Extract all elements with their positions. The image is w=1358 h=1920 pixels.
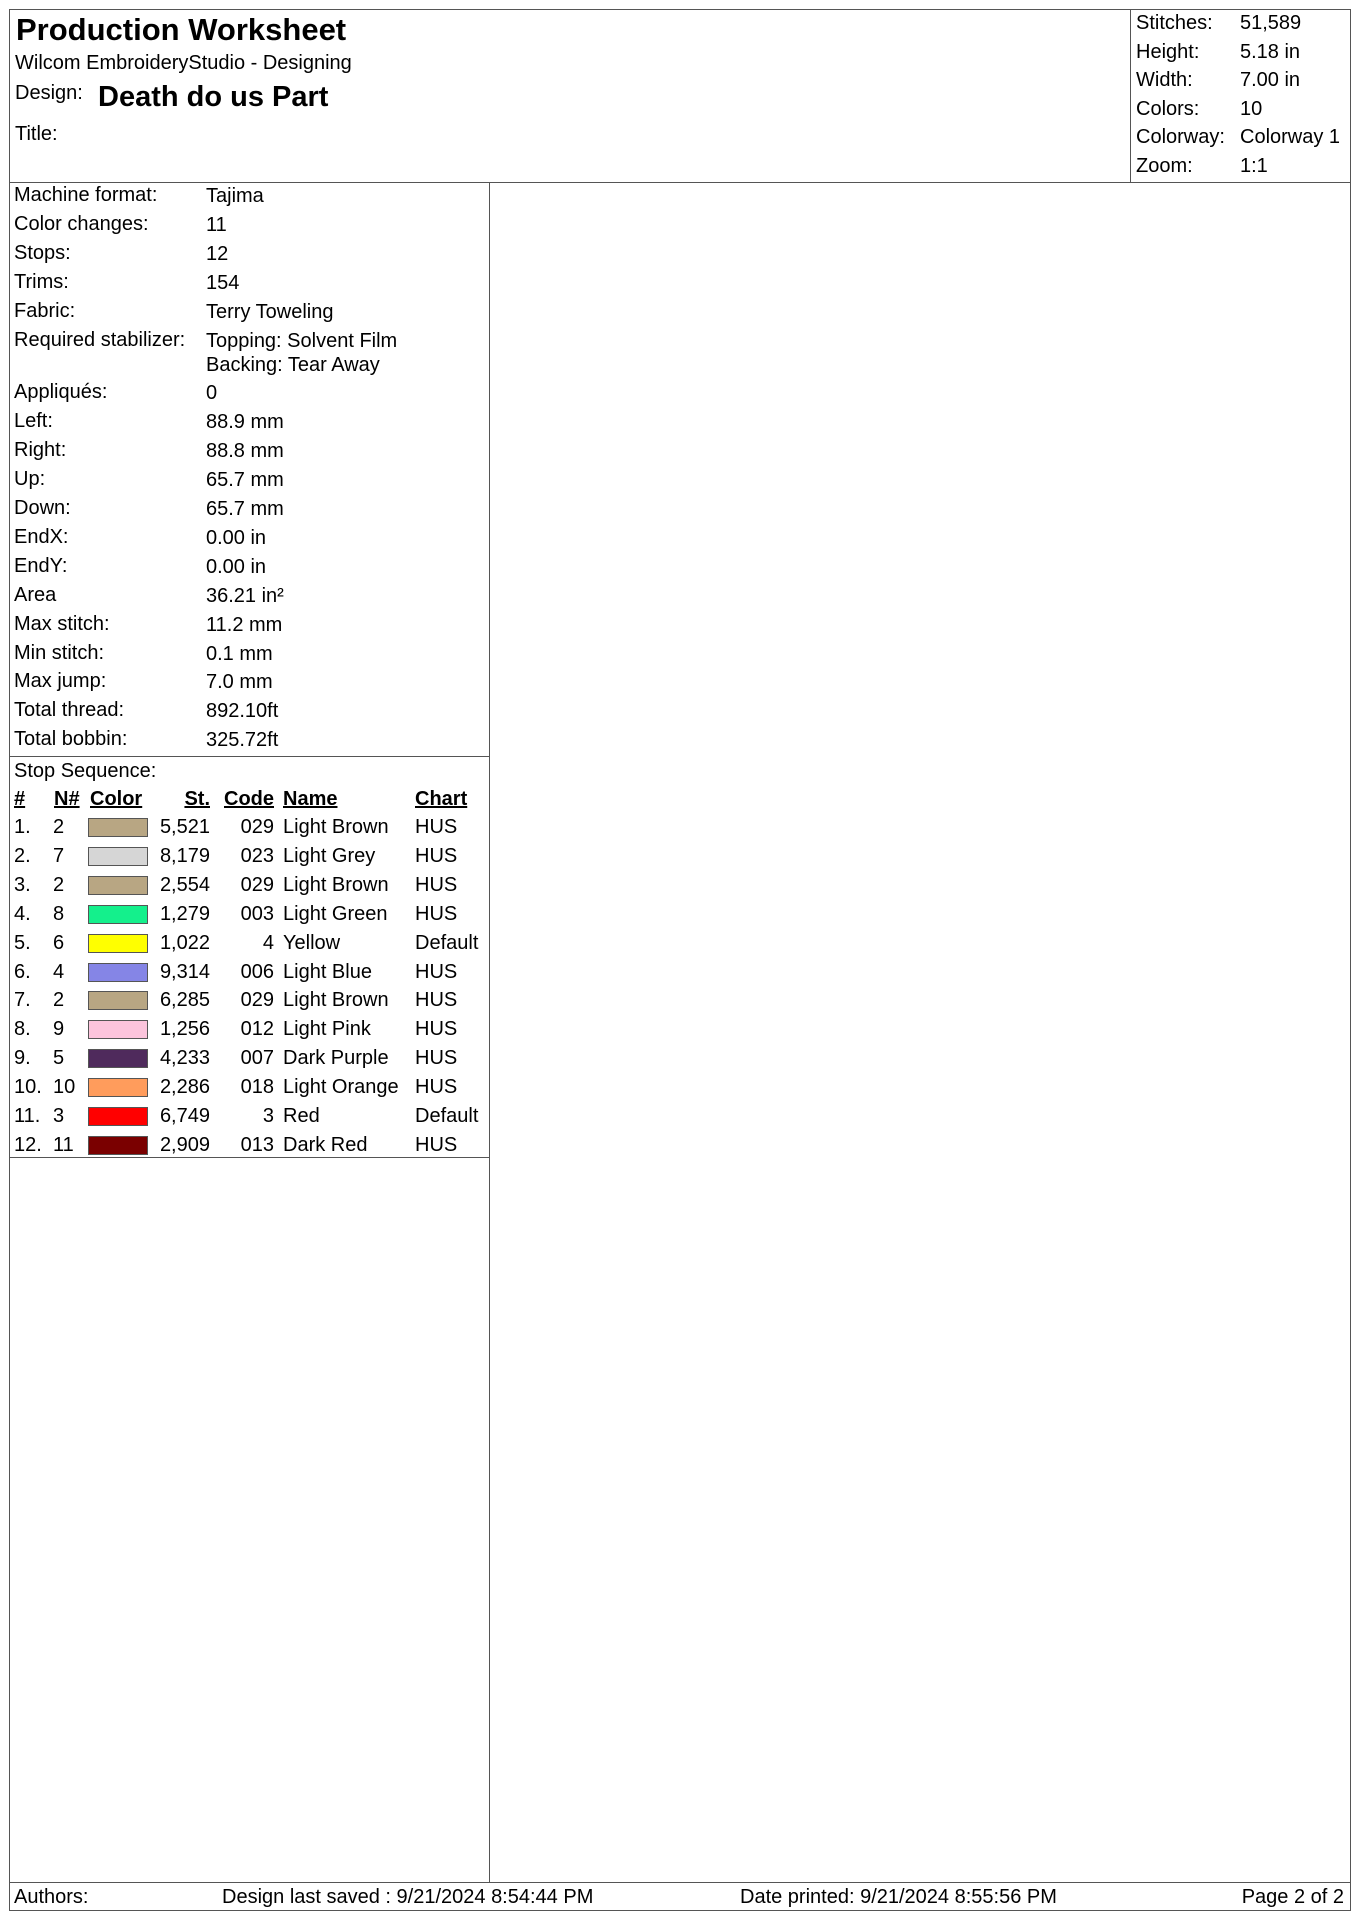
color-swatch [88,847,148,866]
last-saved: Design last saved : 9/21/2024 8:54:44 PM [222,1886,594,1908]
stitch-count: 1,256 [159,1018,210,1041]
thread-chart: HUS [415,1133,458,1156]
authors-label: Authors: [14,1886,89,1908]
property-value: Terry Toweling [206,300,334,323]
page-title: Production Worksheet [16,12,347,47]
header-code: Code [224,788,274,810]
property-label: EndX: [14,525,69,548]
thread-name: Dark Red [283,1133,368,1156]
stop-number: 10. [14,1076,42,1099]
property-label: Trims: [14,270,69,293]
worksheet [9,9,1351,1911]
thread-name: Light Brown [283,816,389,838]
property-value: 892.10ft [206,700,279,723]
stat-label: Colors: [1136,97,1200,120]
color-swatch [88,1136,148,1155]
header-color: Color [90,788,143,810]
stat-value: 5.18 in [1240,40,1301,63]
stat-value: Colorway 1 [1240,126,1341,149]
property-value: 11 [206,213,227,236]
design-stats [1130,10,1351,182]
stat-label: Width: [1136,69,1193,92]
property-value: 11.2 mm [206,613,283,636]
stop-number: 7. [14,989,31,1012]
thread-code: 029 [240,989,274,1012]
needle-number: 11 [53,1133,74,1156]
property-label: Up: [14,468,46,491]
property-value: 12 [206,242,229,265]
header-stitches: St. [184,788,210,810]
property-value: 325.72ft [206,729,279,752]
header-chart: Chart [415,788,468,810]
thread-code: 012 [240,1018,274,1041]
property-label: Required stabilizer: [14,328,186,351]
property-label: Fabric: [14,299,76,322]
needle-number: 2 [53,989,65,1012]
property-label: Max stitch: [14,612,110,635]
thread-name: Red [283,1105,320,1127]
color-swatch [88,818,148,837]
property-value: Topping: Solvent Film [206,329,398,352]
stitch-count: 6,285 [159,989,210,1012]
color-swatch [88,963,148,982]
stitch-count: 1,022 [159,931,210,954]
thread-code: 029 [240,873,274,896]
header [10,10,1350,183]
thread-chart: HUS [415,816,458,838]
thread-chart: HUS [415,1018,458,1041]
thread-name: Light Pink [283,1018,371,1041]
property-value: 0.1 mm [206,642,273,665]
stat-label: Height: [1136,40,1200,63]
thread-code: 013 [240,1133,274,1156]
date-printed: Date printed: 9/21/2024 8:55:56 PM [740,1886,1057,1908]
needle-number: 10 [53,1076,76,1099]
stat-label: Colorway: [1136,126,1225,149]
needle-number: 2 [53,816,65,838]
stitch-count: 2,554 [159,873,210,896]
color-swatch [88,876,148,895]
thread-name: Light Grey [283,844,376,867]
property-label: Total bobbin: [14,728,128,751]
stitch-count: 1,279 [159,902,210,925]
thread-name: Light Brown [283,873,389,896]
color-swatch [88,1020,148,1039]
color-swatch [88,934,148,953]
property-value: 65.7 mm [206,469,284,492]
thread-code: 007 [240,1047,274,1070]
stop-number: 1. [14,816,31,838]
stitch-count: 6,749 [159,1105,210,1127]
stitch-count: 9,314 [159,960,210,983]
stop-sequence [10,757,489,1158]
needle-number: 6 [53,931,65,954]
needle-number: 9 [53,1018,65,1041]
thread-code: 003 [240,902,274,925]
footer [10,1882,1350,1911]
thread-chart: HUS [415,989,458,1012]
property-label: Left: [14,410,53,433]
property-value: 88.9 mm [206,411,284,434]
stat-value: 51,589 [1240,12,1302,34]
stop-number: 8. [14,1018,31,1041]
thread-code: 4 [262,931,274,954]
property-label: Total thread: [14,699,125,722]
stop-number: 11. [14,1105,41,1127]
stat-value: 10 [1240,97,1263,120]
stop-number: 9. [14,1047,31,1070]
stop-number: 2. [14,844,31,867]
property-value: 0 [206,382,218,405]
needle-number: 4 [53,960,65,983]
thread-name: Dark Purple [283,1047,389,1070]
header-number: # [14,788,26,810]
design-properties [10,182,489,757]
header-left [10,10,1130,182]
thread-chart: HUS [415,1047,458,1070]
header-name: Name [283,788,338,810]
stat-value: 1:1 [1240,155,1268,177]
property-value: 36.21 in² [206,584,284,607]
property-value: 0.00 in [206,526,267,549]
property-value: 154 [206,271,240,294]
thread-chart: Default [415,1105,479,1127]
property-label: Area [14,583,57,606]
property-label: Max jump: [14,670,107,693]
stop-number: 4. [14,902,31,925]
thread-chart: HUS [415,1076,458,1099]
property-label: Color changes: [14,212,149,235]
property-label: Machine format: [14,184,158,206]
thread-chart: HUS [415,844,458,867]
property-value: Backing: Tear Away [206,353,380,376]
thread-name: Light Blue [283,960,372,983]
stop-number: 6. [14,960,31,983]
thread-chart: HUS [415,873,458,896]
stitch-count: 2,286 [159,1076,210,1099]
property-label: Down: [14,497,71,519]
header-needle: N# [54,788,80,810]
stop-number: 3. [14,873,31,896]
title-label: Title: [15,123,58,145]
needle-number: 2 [53,873,65,896]
stat-label: Zoom: [1136,155,1193,177]
property-value: 65.7 mm [206,498,284,520]
stitch-count: 4,233 [159,1047,210,1070]
property-label: EndY: [14,554,68,577]
property-label: Min stitch: [14,641,105,664]
property-label: Appliqués: [14,381,108,404]
thread-code: 023 [240,844,274,867]
page-number: Page 2 of 2 [1241,1886,1344,1908]
color-swatch [88,1107,148,1126]
needle-number: 8 [53,902,65,925]
needle-number: 3 [53,1105,65,1127]
stitch-count: 5,521 [159,816,210,838]
thread-code: 006 [240,960,274,983]
stitch-count: 2,909 [159,1133,210,1156]
left-panel [10,182,490,1882]
stitch-count: 8,179 [159,844,210,867]
thread-code: 029 [240,816,274,838]
thread-code: 018 [240,1076,274,1099]
needle-number: 5 [53,1047,65,1070]
property-value: 7.0 mm [206,671,273,694]
software-name: Wilcom EmbroideryStudio - Designing [15,52,352,74]
thread-code: 3 [262,1105,274,1127]
thread-name: Light Orange [283,1076,399,1099]
color-swatch [88,1078,148,1097]
thread-chart: HUS [415,960,458,983]
thread-chart: Default [415,931,479,954]
stat-value: 7.00 in [1240,69,1301,92]
stop-number: 5. [14,931,31,954]
property-label: Right: [14,439,67,462]
needle-number: 7 [53,844,65,867]
design-label: Design: [15,82,83,104]
thread-name: Light Green [283,902,388,925]
thread-name: Yellow [283,931,341,954]
property-value: Tajima [206,185,264,207]
design-name: Death do us Part [98,81,329,113]
property-label: Stops: [14,241,71,264]
stop-sequence-label: Stop Sequence: [14,760,157,782]
color-swatch [88,905,148,924]
thread-name: Light Brown [283,989,389,1012]
property-value: 88.8 mm [206,440,284,463]
color-swatch [88,1049,148,1068]
stat-label: Stitches: [1136,12,1213,34]
color-swatch [88,991,148,1010]
property-value: 0.00 in [206,555,267,578]
thread-chart: HUS [415,902,458,925]
stop-number: 12. [14,1133,42,1156]
